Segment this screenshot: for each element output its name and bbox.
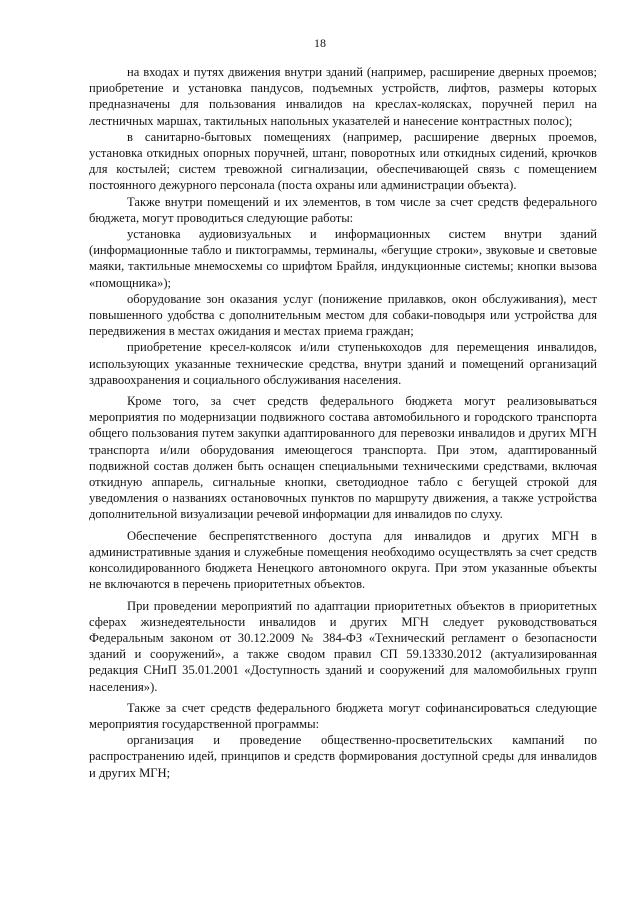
paragraph-audiovisual-systems: установка аудиовизуальных и информационных систем внутри зданий (информационные табло и пиктограммы, терминалы, «бегущие строки», звуковые и световые маяки, тактильные мнемосхемы со шрифтом Брайля, индукционные системы; кнопки вызова «помощника»); (89, 227, 597, 290)
page-number: 18 (314, 36, 326, 50)
paragraph-administrative-buildings: Обеспечение беспрепятственного доступа для инвалидов и других МГН в административные здания и служебные помещения необходимо осуществлять за счет средств консолидированного бюджета Ненецкого автономного округа. При этом указанные объекты не включаются в перечень приоритетных объектов. (89, 528, 597, 592)
paragraph-regulations: При проведении мероприятий по адаптации приоритетных объектов в приоритетных сферах жизнедеятельности инвалидов и других МГН следует руководствоваться Федеральным законом от 30.12.2009 № 384-ФЗ «Технический регламент о безопасности зданий и сооружений», а также сводом правил СП 59.13330.2012 (актуализированная редакция СНиП 35.01.2001 «Доступность зданий и сооружений для маломобильных групп населения»). (89, 598, 597, 694)
paragraph-campaigns: организация и проведение общественно-просветительских кампаний по распространению идей, принципов и средств формирования доступной среды для инвалидов и других МГН; (89, 733, 597, 780)
paragraph-wheelchairs: приобретение кресел-колясок и/или ступенькоходов для перемещения инвалидов, использующих указанные технические средства, внутри зданий и помещений организаций здравоохранения и социального обслуживания населения. (89, 340, 597, 387)
paragraph-service-zones: оборудование зон оказания услуг (понижение прилавков, окон обслуживания), мест повышенного удобства с дополнительным местом для собаки-поводыря или устройства для передвижения в местах ожидания и местах приема граждан; (89, 291, 597, 339)
paragraph-inside-premises: Также внутри помещений и их элементов, в том числе за счет средств федерального бюджета, могут проводиться следующие работы: (89, 194, 597, 225)
paragraph-entrances: на входах и путях движения внутри зданий (например, расширение дверных проемов; приобретение и установка пандусов, подъемных устройств, лифтов, размеры которых предназначены для пользования инвалидов на креслах-колясках, поручней перил на лестничных маршах, тактильных напольных указателей и нанесение контрастных полос); (89, 65, 597, 128)
body-text (89, 64, 597, 781)
paragraph-cofinancing: Также за счет средств федерального бюджета могут софинансироваться следующие мероприятия государственной программы: (89, 700, 597, 731)
paragraph-transport: Кроме того, за счет средств федерального бюджета могут реализовываться мероприятия по модернизации подвижного состава автомобильного и городского транспорта общего пользования путем закупки адаптированного для перевозки инвалидов и других МГН транспорта и/или оборудования имеющегося транспорта. При этом, адаптированный подвижной состав должен быть оснащен специальными техническими средствами, включая откидную аппарель, сигнальные кнопки, светодиодное табло с бегущей строкой для уведомления о названиях остановочных пунктов по маршруту движения, а также устройства дополнительной визуализации речевой информации для инвалидов по слуху. (89, 394, 597, 522)
paragraph-sanitary-rooms: в санитарно-бытовых помещениях (например, расширение дверных проемов, установка откидных опорных поручней, штанг, поворотных или откидных сидений, крючков для костылей; систем тревожной сигнализации, обеспечивающей связь с помещением постоянного дежурного персонала (поста охраны или администрации объекта). (89, 129, 597, 193)
